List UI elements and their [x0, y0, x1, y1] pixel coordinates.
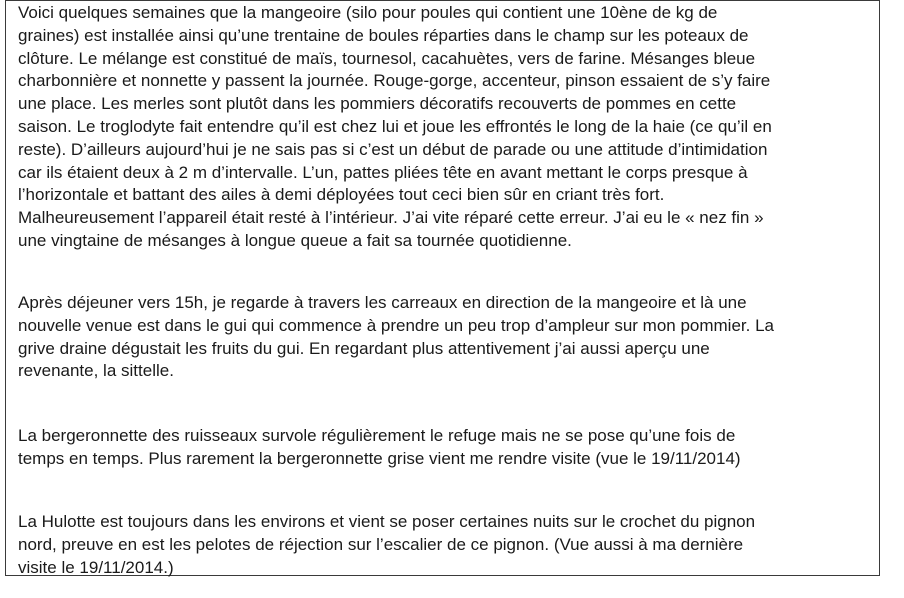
paragraph-afternoon: Après déjeuner vers 15h, je regarde à travers les carreaux en direction de la mangeoire et là une nouvelle venue est dans le gui qui commence à prendre un peu trop d’ampleur sur mon pommier. La grive draine dégustait les fruits du gui. En regardant plus attentivement j’ai aussi aperçu une revenante, la sittelle. — [18, 293, 774, 381]
paragraph-feeder: Voici quelques semaines que la mangeoire (silo pour poules qui contient une 10ène de kg de graines) est installée ainsi qu’une trentaine de boules réparties dans le champ sur les poteaux de clôture. Le mélange est constitué de maïs, tournesol, cacahuètes, vers de farine. Mésanges bleue charbonnière et nonnette y passent la journée. Rouge-gorge, accenteur, pinson essaient de s’y faire une place. Les merles sont plutôt dans les pommiers décoratifs recouverts de pommes en cette saison. Le troglodyte fait entendre qu’il est chez lui et joue les effrontés le long de la haie (ce qu’il en reste). D’ailleurs aujourd’hui je ne sais pas si c’est un début de parade ou une attitude d’intimidation car ils étaient deux à 2 m d’intervalle. L’un, pattes pliées tête en avant mettant le corps presque à l’horizontale et battant des ailes à demi déployées tout ceci bien sûr en criant très fort. Malheureusement l’appareil était resté à l’intérieur. J’ai vite réparé cette erreur. J’ai eu le « nez fin » une vingtaine de mésanges à longue queue a fait sa tournée quotidienne. — [18, 3, 772, 250]
paragraph-owl: La Hulotte est toujours dans les environs et vient se poser certaines nuits sur le crochet du pignon nord, preuve en est les pelotes de réjection sur l’escalier de ce pignon. (Vue aussi à ma dernière visite le 19/11/2014.) — [18, 512, 756, 577]
paragraph-wagtail: La bergeronnette des ruisseaux survole régulièrement le refuge mais ne se pose qu’une fois de temps en temps. Plus rarement la bergeronnette grise vient me rendre visite (vue le 19/11/2014) — [18, 426, 741, 468]
text-frame — [5, 0, 880, 576]
